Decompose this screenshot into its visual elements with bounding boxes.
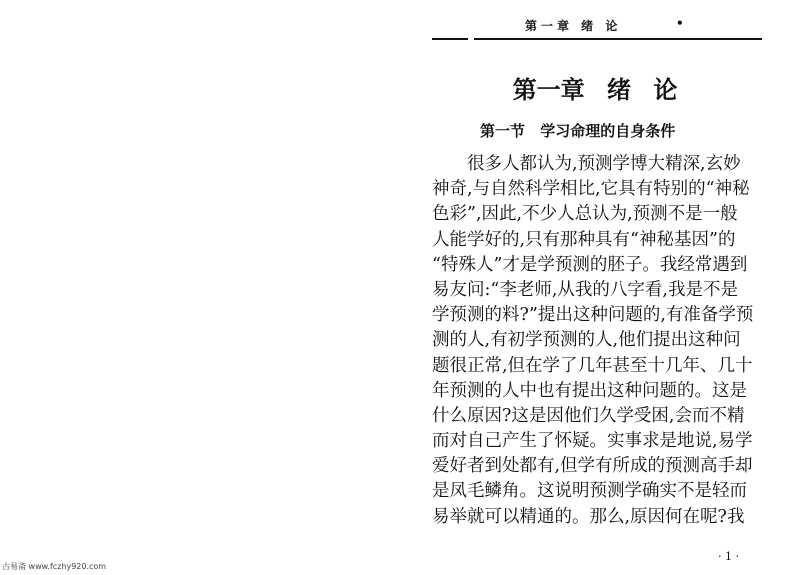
body-line: 易举就可以精通的。那么,原因何在呢?我 [432,506,745,527]
running-header-marker: • [676,16,684,30]
body-paragraph [432,152,770,530]
body-line: 人能学好的,只有那种具有“神秘基因”的 [432,229,736,250]
body-line: 而对自己产生了怀疑。实事求是地说,易学 [432,431,753,452]
chapter-title: 第一章 绪 论 [512,76,678,104]
page-number: · 1 · [718,550,739,563]
left-page-blank [0,0,396,575]
body-line: 什么原因?这是因他们久学受困,会而不精 [432,405,745,426]
body-line: 爱好者到处都有,但学有所成的预测高手却 [432,456,753,477]
body-line: 题很正常,但在学了几年甚至十几年、几十 [432,355,753,376]
website-watermark: 古易斋 www.fczhy920.com [2,562,107,571]
body-line: 学预测的料?”提出这种问题的,有准备学预 [432,305,754,326]
body-line: “特殊人”才是学预测的胚子。我经常遇到 [432,254,748,275]
body-line: 易友问:“李老师,从我的八字看,我是不是 [432,279,738,300]
body-line: 神奇,与自然科学相比,它具有特别的“神秘 [432,179,750,200]
running-header: 第一章 绪 论 [525,19,622,33]
header-rule-long [474,38,762,40]
body-line: 年预测的人中也有提出这种问题的。这是 [432,380,747,401]
body-line: 很多人都认为,预测学博大精深,玄妙 [432,154,741,174]
section-title: 第一节 学习命理的自身条件 [480,122,676,140]
body-line: 测的人,有初学预测的人,他们提出这种问 [432,330,741,351]
body-line: 是凤毛鳞角。这说明预测学确实不是轻而 [432,481,747,502]
header-rule-short [432,38,468,40]
body-line: 色彩”,因此,不少人总认为,预测不是一般 [432,204,738,225]
